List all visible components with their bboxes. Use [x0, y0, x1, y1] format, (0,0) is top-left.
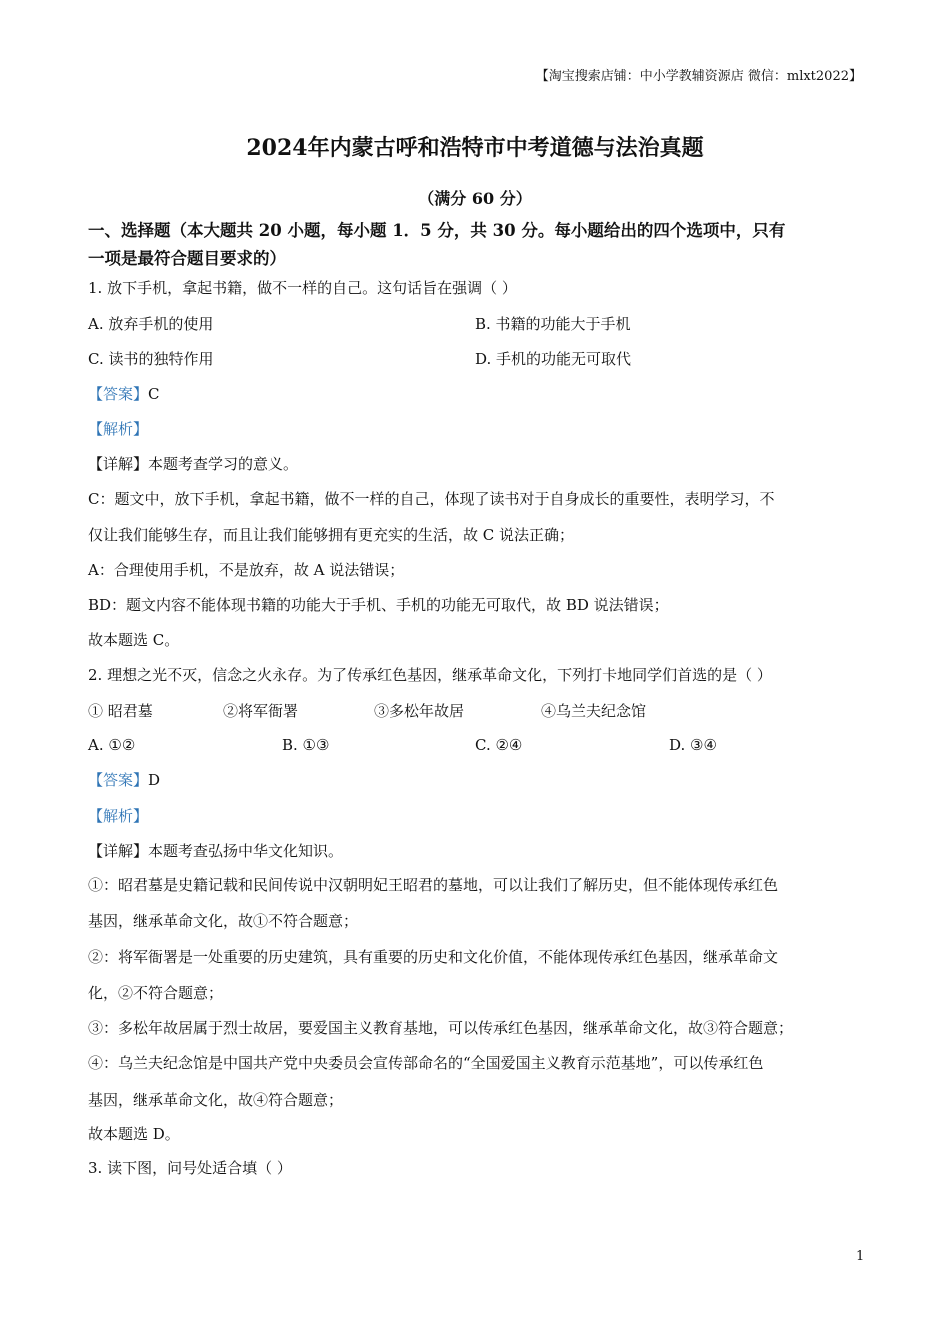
q2-explanation-line: ①：昭君墓是史籍记载和民间传说中汉朝明妃王昭君的墓地，可以让我们了解历史，但不能体现传承红色 [88, 876, 779, 894]
q2-explanation-line: ②：将军衙署是一处重要的历史建筑，具有重要的历史和文化价值，不能体现传承红色基因，继承革命文 [88, 948, 779, 966]
page-number: 1 [856, 1249, 865, 1264]
q2-option-b: B. ①③ [282, 736, 330, 754]
q2-option-d: D. ③④ [669, 736, 717, 754]
q1-answer [88, 383, 160, 405]
q1-explanation-line: C：题文中，放下手机，拿起书籍，做不一样的自己，体现了读书对于自身成长的重要性，表明学习，不 [88, 490, 775, 508]
q1-explanation-line: A：合理使用手机，不是放弃，故 A 说法错误； [88, 561, 405, 579]
header-note: 【淘宝搜索店铺：中小学教辅资源店 微信：mlxt2022】 [535, 69, 862, 84]
question-3-stem: 3. 读下图，问号处适合填（ ） [88, 1159, 292, 1177]
q2-answer-value: D [148, 771, 161, 789]
full-score-note: （满分 60 分） [418, 189, 532, 208]
q1-option-c: C. 读书的独特作用 [88, 350, 214, 368]
page-title: 2024年内蒙古呼和浩特市中考道德与法治真题 [246, 135, 704, 161]
q2-detail-text: 本题考查弘扬中华文化知识。 [148, 842, 344, 860]
q2-option-a: A. ①② [88, 736, 136, 754]
q1-option-d: D. 手机的功能无可取代 [475, 350, 632, 368]
q2-detail [88, 840, 343, 862]
q1-explanation-line: 仅让我们能够生存，而且让我们能够拥有更充实的生活，故 C 说法正确； [88, 526, 575, 544]
q1-detail [88, 453, 298, 475]
q1-explanation-line: BD：题文内容不能体现书籍的功能大于手机、手机的功能无可取代，故 BD 说法错误； [88, 596, 669, 614]
q2-explanation-line: 故本题选 D。 [88, 1125, 180, 1143]
question-1-stem: 1. 放下手机，拿起书籍，做不一样的自己。这句话旨在强调（ ） [88, 279, 517, 297]
q2-explanation-line: 基因，继承革命文化，故④符合题意； [88, 1091, 344, 1109]
section-heading-line1: 一、选择题（本大题共 20 小题，每小题 1．5 分，共 30 分。每小题给出的四个选项中，只有 [88, 221, 786, 240]
detail-label: 【详解】 [88, 455, 149, 473]
q2-explanation-line: ③：多松年故居属于烈士故居，要爱国主义教育基地，可以传承红色基因，继承革命文化，故③符合题意； [88, 1019, 794, 1037]
q2-item-1: ① 昭君墓 [88, 702, 153, 720]
q1-analysis-label: 【解析】 [88, 420, 149, 438]
question-2-stem: 2. 理想之光不灭，信念之火永存。为了传承红色基因，继承革命文化，下列打卡地同学们首选的是（ ） [88, 666, 772, 684]
q2-item-4: ④乌兰夫纪念馆 [541, 702, 647, 720]
q1-answer-value: C [148, 385, 160, 403]
section-heading-line2: 一项是最符合题目要求的） [88, 249, 286, 268]
detail-label: 【详解】 [88, 842, 149, 860]
q1-detail-text: 本题考查学习的意义。 [148, 455, 299, 473]
q2-analysis-label: 【解析】 [88, 807, 149, 825]
q1-option-a: A. 放弃手机的使用 [88, 315, 214, 333]
q2-explanation-line: 基因，继承革命文化，故①不符合题意； [88, 912, 359, 930]
q2-answer [88, 769, 160, 791]
q1-option-b: B. 书籍的功能大于手机 [475, 315, 631, 333]
q2-explanation-line: 化，②不符合题意； [88, 984, 224, 1002]
q2-item-3: ③多松年故居 [374, 702, 465, 720]
q2-explanation-line: ④：乌兰夫纪念馆是中国共产党中央委员会宣传部命名的“全国爱国主义教育示范基地”，可以传承红色 [88, 1054, 764, 1072]
q2-item-2: ②将军衙署 [223, 702, 299, 720]
answer-label: 【答案】 [88, 771, 149, 789]
answer-label: 【答案】 [88, 385, 149, 403]
q2-option-c: C. ②④ [475, 736, 523, 754]
q1-explanation-line: 故本题选 C。 [88, 631, 180, 649]
